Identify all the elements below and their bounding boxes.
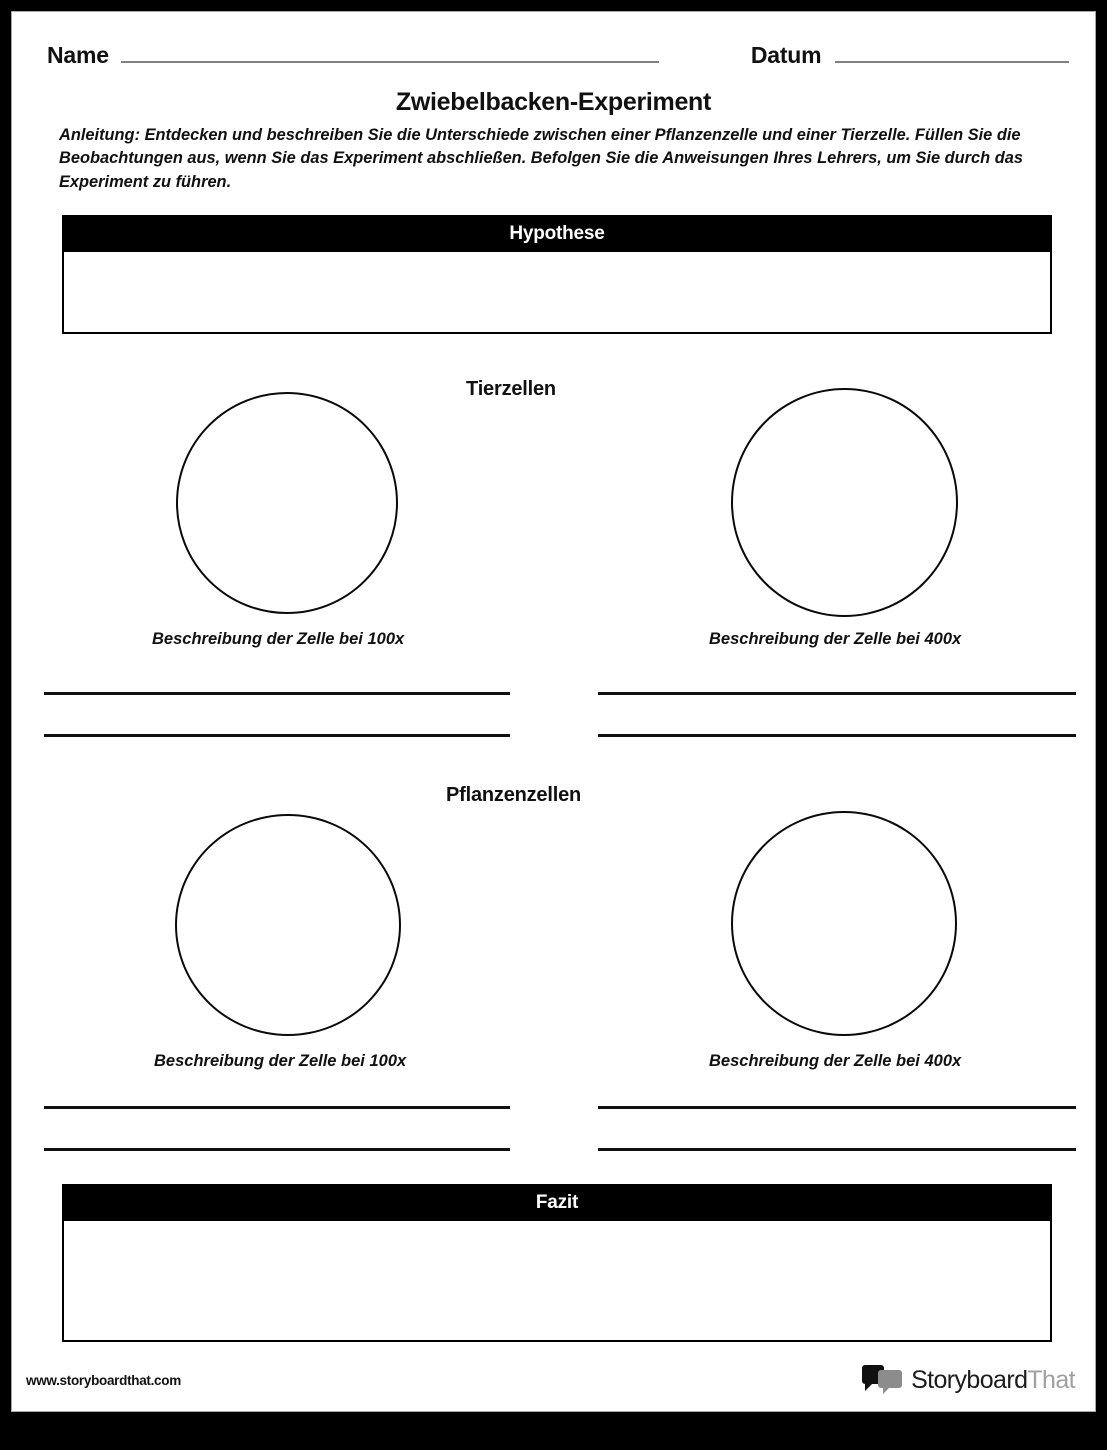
animal-caption-400x: Beschreibung der Zelle bei 400x — [709, 630, 962, 648]
storyboardthat-logo[interactable] — [861, 1365, 1075, 1395]
animal-cell-drawing-circle-100x[interactable] — [176, 392, 398, 614]
animal-caption-100x: Beschreibung der Zelle bei 100x — [152, 630, 405, 648]
animal-100x-write-line-1[interactable] — [44, 692, 510, 695]
conclusion-input-area[interactable] — [62, 1221, 1052, 1342]
plant-400x-write-line-1[interactable] — [598, 1106, 1076, 1109]
name-input-line[interactable] — [121, 61, 659, 63]
logo-wordmark — [911, 1366, 1075, 1395]
plant-cells-heading: Pflanzenzellen — [446, 784, 582, 806]
plant-100x-write-line-2[interactable] — [44, 1148, 510, 1151]
conclusion-section — [62, 1184, 1052, 1342]
animal-cells-heading: Tierzellen — [466, 378, 556, 400]
conclusion-header: Fazit — [62, 1184, 1052, 1221]
hypothesis-section — [62, 215, 1052, 334]
logo-word-that: That — [1027, 1365, 1075, 1394]
date-label: Datum — [750, 42, 822, 68]
page-footer — [12, 1365, 1095, 1399]
plant-caption-100x: Beschreibung der Zelle bei 100x — [154, 1052, 407, 1070]
animal-400x-write-line-2[interactable] — [598, 734, 1076, 737]
site-url[interactable]: www.storyboardthat.com — [26, 1373, 181, 1388]
date-input-line[interactable] — [835, 61, 1069, 63]
plant-cell-drawing-circle-400x[interactable] — [731, 811, 957, 1036]
plant-100x-write-line-1[interactable] — [44, 1106, 510, 1109]
plant-400x-write-line-2[interactable] — [598, 1148, 1076, 1151]
name-label: Name — [47, 42, 109, 68]
animal-cell-drawing-circle-400x[interactable] — [731, 388, 958, 617]
logo-word-storyboard: Storyboard — [911, 1365, 1028, 1394]
directions-text: Anleitung: Entdecken und beschreiben Sie die Unterschiede zwischen einer Pflanzenzelle und einer Tierzelle. Füllen Sie die Beobachtungen aus, wenn Sie das Experiment abschließen. Befolgen Sie die Anweisungen Ihres Lehrers, um Sie durch das Experiment zu führen. — [59, 126, 1023, 191]
plant-cell-drawing-circle-100x[interactable] — [175, 814, 401, 1036]
animal-100x-write-line-2[interactable] — [44, 734, 510, 737]
name-date-row — [12, 42, 1095, 78]
hypothesis-input-area[interactable] — [62, 252, 1052, 334]
page-title: Zwiebelbacken-Experiment — [395, 88, 712, 116]
speech-bubbles-icon — [861, 1365, 903, 1395]
hypothesis-header: Hypothese — [62, 215, 1052, 252]
plant-caption-400x: Beschreibung der Zelle bei 400x — [709, 1052, 962, 1070]
animal-400x-write-line-1[interactable] — [598, 692, 1076, 695]
worksheet-page — [11, 11, 1096, 1412]
